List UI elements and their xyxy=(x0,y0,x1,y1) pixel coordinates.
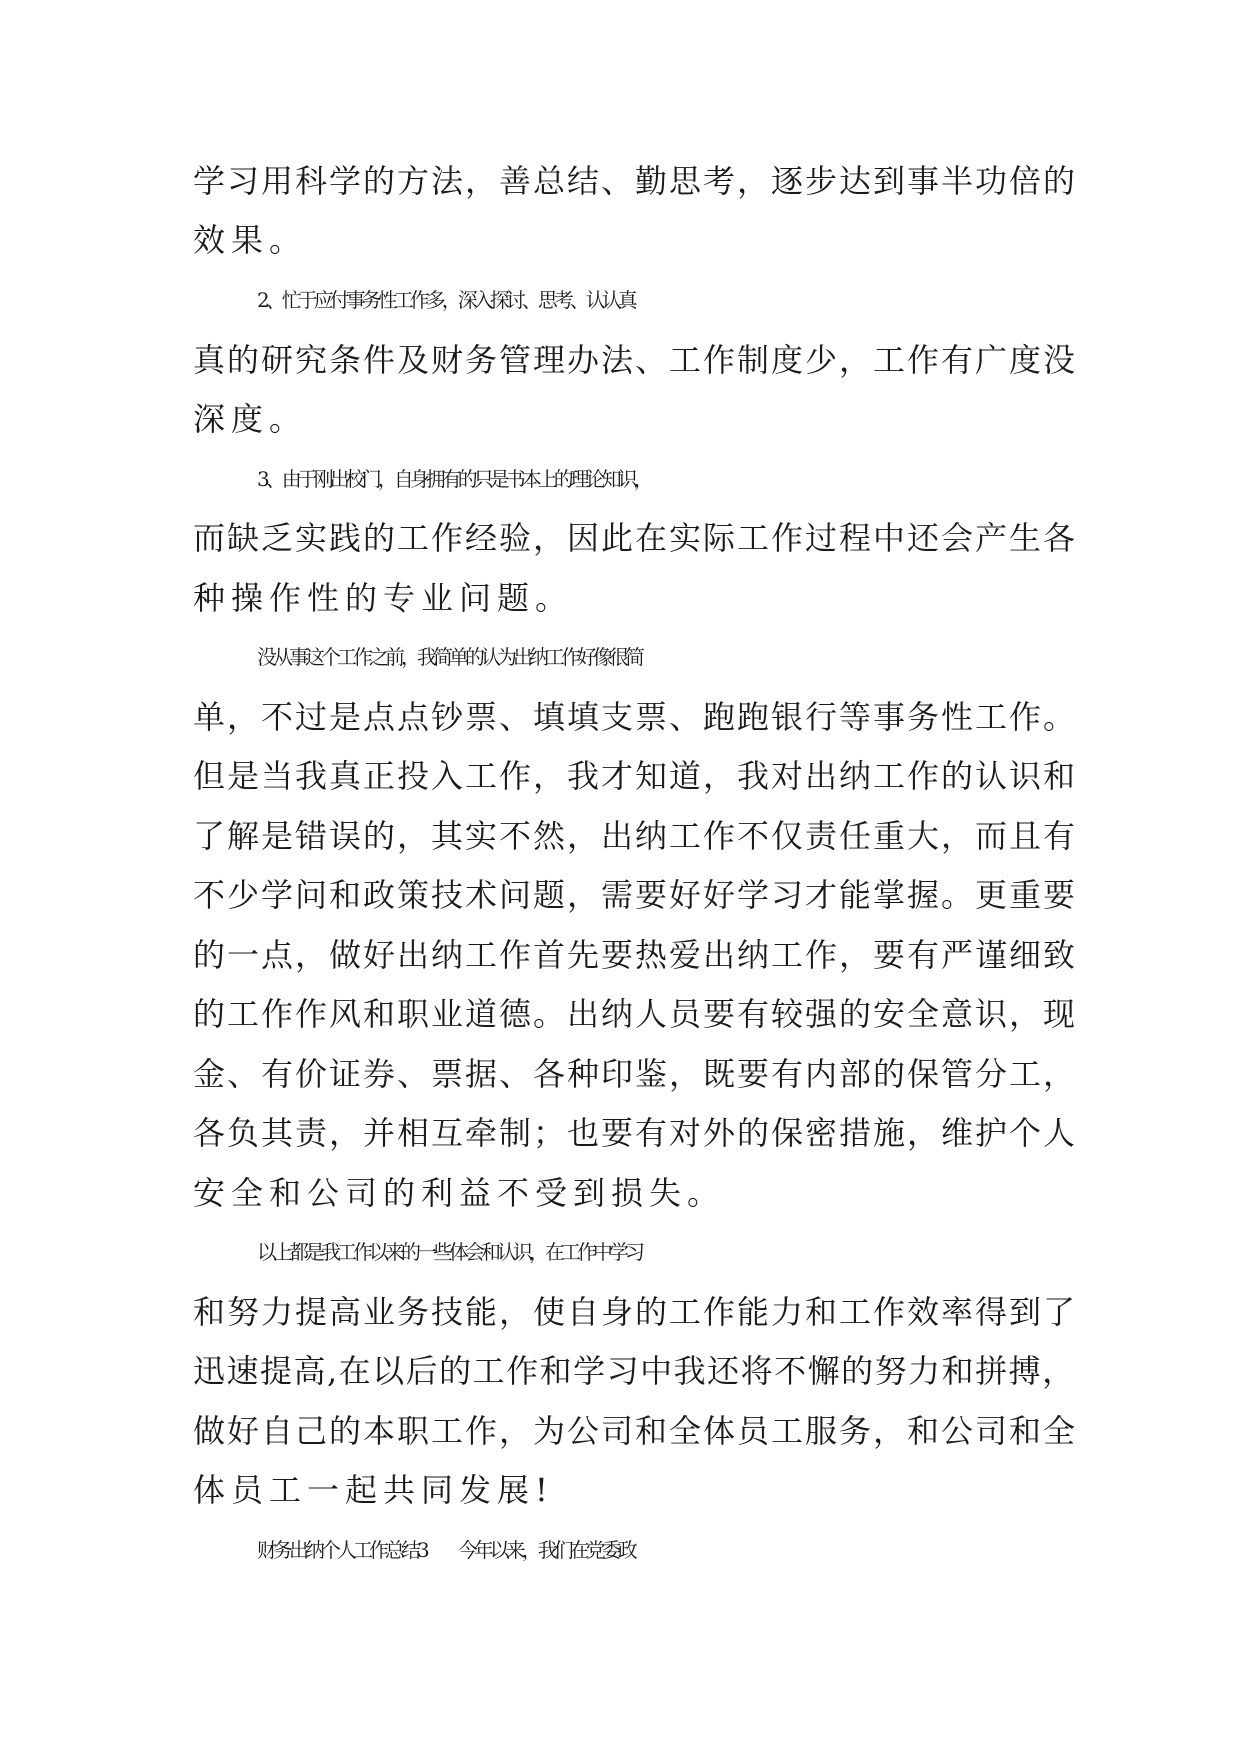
text-line: 以上都是我工作以来的一些体会和认识，在工作中学习 xyxy=(257,1240,641,1264)
text-line: 迅速提高,在以后的工作和学习中我还将不懈的努力和拼搏， xyxy=(193,1352,1076,1390)
text-line: 深度。 xyxy=(193,400,308,438)
text-line: 体员工一起共同发展! xyxy=(193,1471,554,1509)
text-line: 了解是错误的，其实不然，出纳工作不仅责任重大，而且有 xyxy=(193,817,1078,855)
text-line: 效果。 xyxy=(193,221,308,259)
text-line: 而缺乏实践的工作经验，因此在实际工作过程中还会产生各 xyxy=(193,519,1078,557)
text-line: 的工作作风和职业道德。出纳人员要有较强的安全意识，现 xyxy=(193,995,1078,1033)
text-line: 真的研究条件及财务管理办法、工作制度少，工作有广度没 xyxy=(193,341,1078,379)
text-line: 学习用科学的方法，善总结、勤思考，逐步达到事半功倍的 xyxy=(193,162,1078,200)
text-line: 没从事这个工作之前，我简单的认为出纳工作好像很简 xyxy=(257,645,641,669)
text-line: 单，不过是点点钞票、填填支票、跑跑银行等事务性工作。 xyxy=(193,698,1078,736)
text-line: 不少学问和政策技术问题，需要好好学习才能掌握。更重要 xyxy=(193,876,1078,914)
text-line: 各负其责，并相互牵制；也要有对外的保密措施，维护个人 xyxy=(193,1114,1078,1152)
text-line: 财务出纳个人工作总结3 今年以来，我们在党委政 xyxy=(257,1538,634,1562)
text-line: 种操作性的专业问题。 xyxy=(193,579,574,617)
text-line: 但是当我真正投入工作，我才知道，我对出纳工作的认识和 xyxy=(193,757,1078,795)
text-line: 和努力提高业务技能，使自身的工作能力和工作效率得到了 xyxy=(193,1293,1078,1331)
text-line: 2、忙于应付事务性工作多，深入探讨、思考、认认真 xyxy=(257,288,634,312)
text-line: 安全和公司的利益不受到损失。 xyxy=(193,1174,726,1212)
text-line: 3、由于刚出校门，自身拥有的只是书本上的理论知识， xyxy=(257,467,650,491)
text-line: 金、有价证券、票据、各种印鉴，既要有内部的保管分工， xyxy=(193,1055,1078,1093)
text-line: 做好自己的本职工作，为公司和全体员工服务，和公司和全 xyxy=(193,1412,1078,1450)
text-line: 的一点，做好出纳工作首先要热爱出纳工作，要有严谨细致 xyxy=(193,936,1078,974)
